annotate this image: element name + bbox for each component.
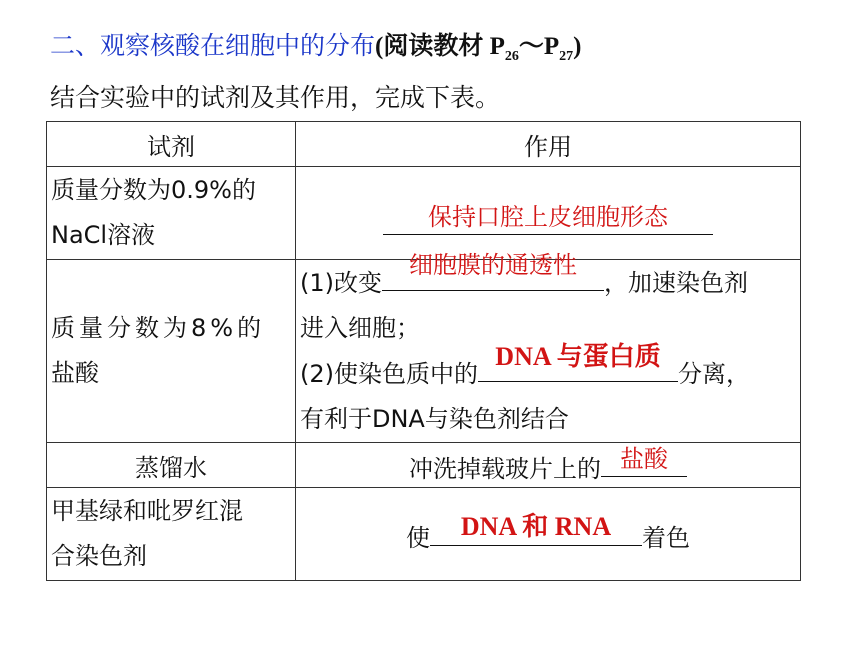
answer-text: DNA 和 RNA	[460, 512, 612, 541]
fill-blank	[383, 204, 713, 235]
table-row	[47, 260, 801, 443]
function-cell: (1)改变 细胞膜的通透性 ，加速染色剂 进入细胞； (2)使染色质中的 DNA 与蛋白质 分离， 有利于DNA与染色剂结合	[296, 260, 801, 443]
header-reagent: 试剂	[47, 122, 296, 167]
answer-text: DNA 与蛋白质	[495, 342, 661, 371]
function-cell: 冲洗掉载玻片上的 盐酸	[296, 443, 801, 488]
header-function: 作用	[296, 122, 801, 167]
section-title: 二、观察核酸在细胞中的分布	[50, 31, 376, 60]
instruction-text: 结合实验中的试剂及其作用，完成下表。	[50, 83, 501, 112]
fill-blank	[430, 512, 642, 546]
reagent-cell: 甲基绿和吡罗红混 合染色剂	[47, 488, 296, 581]
reagent-cell: 质量分数为0.9%的 NaCl溶液	[47, 167, 296, 260]
table-row	[47, 488, 801, 581]
reagent-cell: 蒸馏水	[47, 443, 296, 488]
function-cell: 使 DNA 和 RNA 着色	[296, 488, 801, 581]
reagent-table	[46, 121, 801, 581]
table-header-row	[47, 122, 801, 167]
answer-text: 盐酸	[620, 445, 668, 473]
answer-text: 细胞膜的通透性	[409, 251, 577, 279]
fill-blank	[478, 342, 678, 382]
reagent-cell: 质量分数为8%的 盐酸	[47, 260, 296, 443]
answer-text: 保持口腔上皮细胞形态	[428, 202, 668, 231]
textbook-reference: (阅读教材 $P_{26}\sim P_{27}$)	[375, 33, 582, 64]
fill-blank	[601, 446, 687, 477]
section-heading	[50, 26, 581, 65]
table-row	[47, 443, 801, 488]
fill-blank	[382, 251, 604, 291]
